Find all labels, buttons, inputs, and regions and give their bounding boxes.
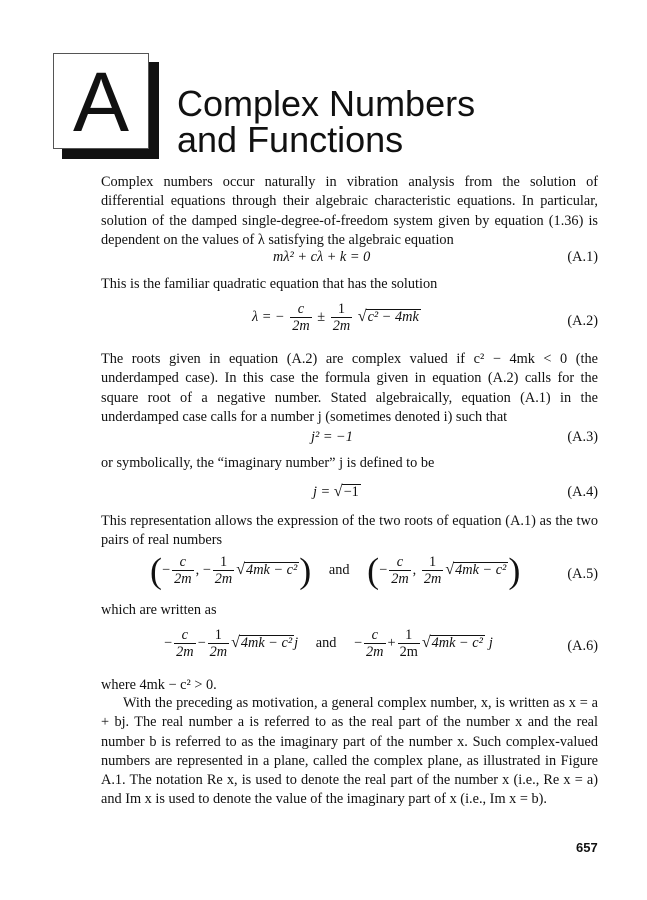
eq-a2-num-c: c <box>290 301 311 318</box>
eq-a5-frac1 <box>172 554 193 587</box>
eq-a6-den-2m1: 2m <box>176 644 194 660</box>
eq-a6-den-2m-alt: 2m <box>399 644 418 660</box>
eq-a6-num-one1: 1 <box>208 627 229 644</box>
eq-a5-frac3 <box>389 554 410 587</box>
eq-a2-pm: ± <box>317 308 326 325</box>
paren-open-icon: ( <box>150 550 162 591</box>
radical-sign-icon: √ <box>333 483 343 500</box>
equation-label-a3: (A.3) <box>567 429 598 445</box>
equation-label-a1: (A.1) <box>567 249 598 265</box>
eq-a6-den-2m3: 2m <box>366 644 384 660</box>
eq-a5-and: and <box>328 561 350 578</box>
equation-a5: (− $\frac{c}{2m}$ , − $\frac{1}{2m}$ √4mk − c²) and (− $\frac{c}{2m}$ , $\frac{1}{2m}$ √4mk − c²) <box>150 550 521 591</box>
eq-a2-den-2m-b: 2m <box>332 318 351 334</box>
eq-a6-num-c2: c <box>364 627 385 644</box>
equation-label-a2: (A.2) <box>567 313 598 329</box>
radical-sign-icon: √ <box>421 633 431 651</box>
chapter-letter: A <box>72 55 130 149</box>
eq-a5-frac2 <box>213 554 234 587</box>
eq-a6-frac2 <box>208 627 229 660</box>
eq-a2-num-one: 1 <box>331 301 352 318</box>
paragraph-2: This is the familiar quadratic equation that has the solution <box>101 276 438 292</box>
eq-a6-radicand1: 4mk − c² <box>240 634 293 651</box>
equation-a4 <box>313 483 361 501</box>
paragraph-4: or symbolically, the “imaginary number” j is defined to be <box>101 455 435 471</box>
eq-a2-frac-one <box>331 301 352 334</box>
eq-a6-radicand2: 4mk − c² <box>431 634 483 651</box>
eq-a5-den-2m4: 2m <box>423 571 442 587</box>
chapter-letter-box <box>53 53 149 149</box>
chapter-title <box>177 83 476 160</box>
eq-a6-frac1 <box>174 627 195 660</box>
paren-close-icon: ) <box>508 550 521 591</box>
eq-a6-den-2m2: 2m <box>209 644 228 660</box>
eq-a5-num-one2: 1 <box>422 554 443 571</box>
eq-a2-lhs: λ = − <box>252 308 285 325</box>
eq-a5-radicand2: 4mk − c² <box>455 561 507 578</box>
eq-a5-den-2m3: 2m <box>391 571 409 587</box>
equation-label-a4: (A.4) <box>567 484 598 500</box>
eq-a6-num-c1: c <box>174 627 195 644</box>
radical-sign-icon: √ <box>231 633 240 651</box>
eq-a5-den-2m1: 2m <box>174 571 192 587</box>
eq-a6-frac4 <box>398 627 420 660</box>
eq-a4-radicand: −1 <box>343 484 359 500</box>
eq-a5-num-one1: 1 <box>213 554 234 571</box>
eq-a6-num-one2: 1 <box>398 627 420 644</box>
eq-a2-den-2m: 2m <box>292 318 310 334</box>
equation-a2 <box>252 301 421 334</box>
eq-a5-den-2m2: 2m <box>214 571 233 587</box>
eq-a2-radicand: c² − 4mk <box>367 308 419 325</box>
eq-a5-num-c2: c <box>389 554 410 571</box>
eq-a5-radicand1: 4mk − c² <box>246 561 298 578</box>
equation-a1: mλ² + cλ + k = 0 <box>273 249 371 265</box>
paragraph-5: This representation allows the expression of the two roots of equation (A.1) as the two pairs of real numbers <box>101 513 598 549</box>
eq-a6-j2: j <box>488 634 493 651</box>
equation-label-a5: (A.5) <box>567 566 598 582</box>
chapter-title-line2: and Functions <box>177 119 404 160</box>
chapter-title-line1: Complex Numbers <box>177 83 476 124</box>
paragraph-3: The roots given in equation (A.2) are complex valued if c² − 4mk < 0 (the underdamped case). In this case the formula given in equation (A.2) calls for the square root of a negative number. Stated algebraically, equation (A.1) in the underdamped case calls for a number j (sometimes denoted i) such that <box>101 351 598 425</box>
paragraph-6: which are written as <box>101 602 217 618</box>
paren-close-icon: ) <box>299 550 312 591</box>
page-number: 657 <box>576 840 598 855</box>
eq-a4-lhs: j = <box>313 484 334 500</box>
eq-a2-frac-c <box>290 301 311 334</box>
paragraph-8: With the preceding as motivation, a general complex number, x, is written as x = a + bj. The real number a is referred to as the real part of the number x and the real number b is referred to as the imaginary part of the number x. Such complex-valued numbers are represented in a plane, called the complex plane, as illustrated in Figure A.1. The notation Re x, is used to denote the real part of the number x (i.e., Re x = a) and Im x is used to denote the value of the imaginary part of x (i.e., Im x = b). <box>101 695 598 808</box>
eq-a5-num-c1: c <box>172 554 193 571</box>
equation-a3: j² = −1 <box>311 429 353 445</box>
eq-a6-frac3 <box>364 627 385 660</box>
equation-label-a6: (A.6) <box>567 638 598 654</box>
eq-a5-frac4 <box>422 554 443 587</box>
eq-a6-and: and <box>315 634 337 651</box>
radical-sign-icon: √ <box>445 560 455 578</box>
paragraph-1: Complex numbers occur naturally in vibration analysis from the solution of differential equations through their algebraic characteristic equations. In particular, solution of the damped single-degree-of-freedom system given by equation (1.36) is dependent on the values of λ satisfying the algebraic equation <box>101 174 598 248</box>
radical-sign-icon: √ <box>357 307 367 325</box>
equation-a6: − $\frac{c}{2m}$ − $\frac{1}{2m}$ √4mk − c² j and − $\frac{c}{2m}$ + $\frac{1}{2m}$ √4mk − c² j <box>164 627 493 660</box>
eq-a6-j1: j <box>294 634 299 651</box>
paren-open-icon: ( <box>367 550 380 591</box>
radical-sign-icon: √ <box>236 560 246 578</box>
paragraph-7: where 4mk − c² > 0. <box>101 677 217 693</box>
